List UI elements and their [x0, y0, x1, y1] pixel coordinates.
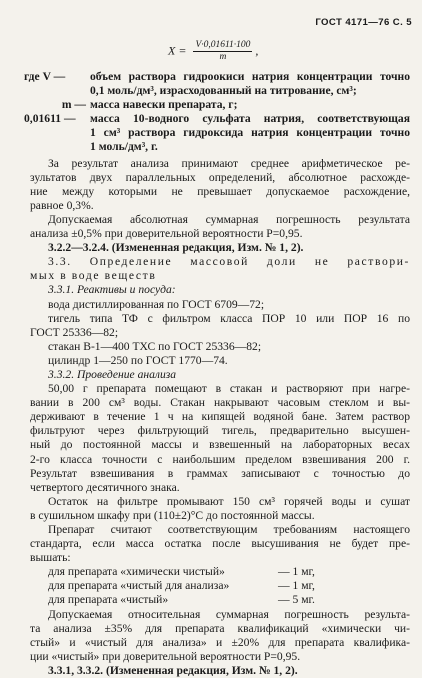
text-line: Препарат считают соответствующим требованиям настоящего	[48, 523, 410, 536]
paragraph-error	[30, 213, 410, 241]
heading-line: мых в воде веществ	[30, 269, 157, 283]
paragraph-washing	[30, 495, 410, 523]
document-body	[24, 70, 410, 678]
list-item: цилиндр 1—250 по ГОСТ 1770—74.	[48, 353, 228, 367]
text-line: фильтруют через фильтрующий тигель, предварительно высушен-	[30, 424, 410, 438]
definition-m	[24, 98, 410, 112]
list-item: вода дистиллированная по ГОСТ 6709—72;	[48, 297, 265, 311]
table-row	[48, 565, 315, 579]
text-line: 50,00 г препарата помещают в стакан и растворяют при нагре-	[48, 382, 410, 396]
limit-value: — 1 мг,	[278, 579, 315, 593]
definition-line: 0,1 моль/дм³, израсходованный на титрование, см³;	[90, 84, 357, 98]
table-row	[48, 579, 315, 593]
limit-grade: для препарата «чистый»	[48, 593, 169, 607]
text-line: вании в 200 см³ воды. Стакан накрывают часовым стеклом и вы-	[30, 396, 410, 410]
amendment-note: 3.2.2—3.2.4. (Измененная редакция, Изм. № 1, 2).	[48, 241, 304, 255]
definition-line: 1 см³ раствора гидроксида натрия концентрации точно	[90, 126, 410, 140]
amendment-note: 3.3.1, 3.3.2. (Измененная редакция, Изм. № 1, 2).	[48, 663, 298, 677]
limit-grade: для препарата «химически чистый»	[48, 565, 225, 579]
text-line: зультатов двух параллельных определений, абсолютное расхожде-	[30, 170, 410, 184]
text-line: в сушильном шкафу при (110±2)°С до постоянной массы.	[30, 508, 315, 522]
limits-table	[48, 565, 315, 607]
definition-line: 1 моль/дм³, г.	[90, 140, 158, 154]
definition-line: масса навески препарата, г;	[90, 98, 238, 112]
definition-symbol: 0,01611 —	[24, 112, 76, 126]
paragraph-relative-error	[30, 608, 410, 664]
paragraph-criteria	[30, 523, 410, 565]
heading-line: 3.3. Определение массовой доли не раствори-	[48, 255, 410, 269]
text-line: За результат анализа принимают среднее арифметическое ре-	[48, 156, 410, 170]
formula-lhs: X =	[168, 43, 187, 58]
text-line: держивают в течение 1 ч на кипящей водяной бане. Затем раствор	[30, 410, 410, 424]
limit-value: — 5 мг.	[278, 593, 315, 607]
paragraph-result	[30, 157, 410, 213]
paragraph-procedure	[30, 382, 410, 495]
definition-line: объем раствора гидроокиси натрия концентрации точно	[90, 70, 410, 83]
section-heading-3-3-1: 3.3.1. Реактивы и посуда:	[48, 283, 176, 297]
page-header: ГОСТ 4171—76 С. 5	[315, 17, 412, 28]
definition-line: масса 10-водного сульфата натрия, соответствующая	[90, 112, 410, 126]
section-heading-3-3-2: 3.3.2. Проведение анализа	[48, 367, 177, 381]
text-line: стый» и «чистый для анализа» и ±20% для препарата квалифика-	[30, 635, 410, 649]
limit-grade: для препарата «чистый для анализа»	[48, 579, 230, 593]
formula-numerator: V·0,01611·100	[195, 40, 251, 50]
text-line: стандарта, если масса остатка после высушивания не будет пре-	[30, 537, 410, 551]
text-line: равное 0,3%.	[30, 198, 94, 212]
table-row	[48, 593, 315, 607]
formula-fraction	[193, 40, 252, 63]
definition-coef	[24, 112, 410, 154]
text-line: Остаток на фильтре промывают 150 см³ горячей воды и сушат	[48, 494, 410, 508]
text-line: Результат взвешивания в граммах записывают с точностью до	[30, 466, 410, 480]
definition-v	[24, 70, 410, 98]
formula-tail: ,	[255, 43, 259, 58]
text-line: вышать:	[30, 551, 71, 565]
formula-denominator: m	[219, 52, 227, 62]
definition-symbol: m —	[61, 98, 86, 112]
list-item: тигель типа ТФ с фильтром класса ПОР 10 или ПОР 16 по	[48, 311, 410, 325]
section-heading-3-3	[30, 255, 410, 283]
text-line: анализа ±0,5% при доверительной вероятности P=0,95.	[30, 227, 303, 241]
reagents-list	[30, 298, 410, 368]
definition-symbol: где V —	[24, 70, 66, 83]
text-line: ный до постоянной массы и взвешенный на лабораторных весах	[30, 438, 410, 452]
text-line: Допускаемая абсолютная суммарная погрешность результата	[48, 212, 410, 226]
text-line: ции «чистый» при доверительной вероятности P=0,95.	[30, 649, 301, 663]
text-line: 2-го класса точности с наибольшим пределом взвешивания 200 г.	[30, 452, 410, 466]
text-line: Допускаемая относительная суммарная погрешность результа-	[48, 607, 410, 621]
limit-value: — 1 мг,	[278, 565, 315, 579]
list-item: стакан В-1—400 ТХС по ГОСТ 25336—82;	[48, 339, 262, 353]
text-line: та анализа ±35% для препарата квалификаций «химически чи-	[30, 621, 410, 635]
text-line: четвертого десятичного знака.	[30, 480, 180, 494]
list-item: ГОСТ 25336—82;	[30, 325, 119, 339]
text-line: ние между которыми не превышает допускаемое расхождение,	[30, 184, 410, 198]
formula	[168, 40, 258, 63]
